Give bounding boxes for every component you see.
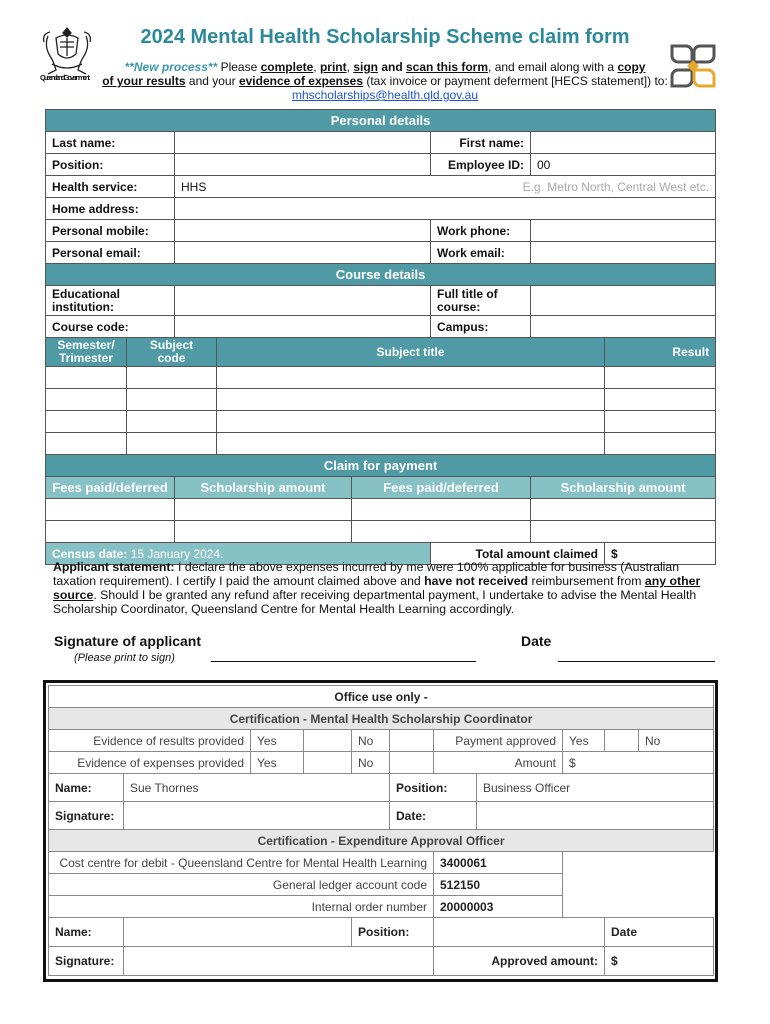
col-subject-code-1: Subject xyxy=(149,338,194,352)
evidence-expenses-label: Evidence of expenses provided xyxy=(49,752,251,774)
health-service-hint: E.g. Metro North, Central West etc. xyxy=(352,176,716,198)
personal-email-label: Personal email: xyxy=(46,242,175,264)
io-blank xyxy=(563,896,714,918)
home-address-label: Home address: xyxy=(46,198,175,220)
office-name-value[interactable]: Sue Thornes xyxy=(124,774,390,802)
intro-copy: copy xyxy=(617,60,646,74)
position-label: Position: xyxy=(46,154,175,176)
intro-scan: scan this form xyxy=(406,60,489,74)
subject-code-cell[interactable] xyxy=(127,367,217,389)
work-phone-label: Work phone: xyxy=(431,220,531,242)
logo-wordmark: Queensland Government xyxy=(40,73,90,82)
payment-yes-label: Yes xyxy=(563,730,605,752)
results-no-label: No xyxy=(352,730,390,752)
office-position-value[interactable]: Business Officer xyxy=(477,774,714,802)
signature-sub-label: (Please print to sign) xyxy=(74,652,175,664)
office-use-title: Office use only - xyxy=(49,686,714,708)
statement-text-2: reimbursement from xyxy=(528,574,645,588)
institution-field[interactable] xyxy=(175,286,431,316)
new-process-label: **New process** xyxy=(124,60,218,74)
io-label: Internal order number xyxy=(49,896,434,918)
petals-icon xyxy=(668,42,718,90)
statement-bold-1: have not received xyxy=(424,574,529,588)
payment-no-label: No xyxy=(639,730,714,752)
census-label: Census date: xyxy=(52,546,128,561)
employee-id-label: Employee ID: xyxy=(431,154,531,176)
intro-copy-results: of your results xyxy=(102,74,186,88)
applicant-statement xyxy=(53,560,723,616)
work-email-field[interactable] xyxy=(531,242,716,264)
course-details-header: Course details xyxy=(46,264,716,286)
intro-text-1: Please xyxy=(217,60,261,74)
fees-cell[interactable] xyxy=(46,499,175,521)
col-fees-1: Fees paid/deferred xyxy=(46,477,175,499)
last-name-label: Last name: xyxy=(46,132,175,154)
result-cell[interactable] xyxy=(605,367,716,389)
col-result: Result xyxy=(605,338,716,367)
intro-print: print xyxy=(319,60,347,74)
name2-label: Name: xyxy=(49,918,124,947)
full-title-label-1: Full title of xyxy=(437,286,498,301)
main-form-table xyxy=(45,109,716,565)
expenses-no-label: No xyxy=(352,752,390,774)
personal-details-header: Personal details xyxy=(46,110,716,132)
results-yes-box[interactable] xyxy=(304,730,352,752)
expenses-yes-label: Yes xyxy=(251,752,304,774)
full-title-label-2: course: xyxy=(437,299,481,314)
campus-label: Campus: xyxy=(431,316,531,338)
gl-value[interactable]: 512150 xyxy=(434,874,563,896)
intro-text-2: , and email along with a xyxy=(488,60,618,74)
form-title: 2024 Mental Health Scholarship Scheme claim form xyxy=(140,26,630,48)
col-fees-2: Fees paid/deferred xyxy=(352,477,531,499)
subject-title-cell[interactable] xyxy=(217,389,605,411)
full-title-field[interactable] xyxy=(531,286,716,316)
date-line[interactable] xyxy=(558,661,715,662)
signature2-label: Signature: xyxy=(49,947,124,976)
signature2-field[interactable] xyxy=(124,947,434,976)
total-amount-label: Total amount claimed xyxy=(431,543,605,565)
col-subject-code xyxy=(127,338,217,367)
approved-amount-field[interactable]: $ xyxy=(605,947,714,976)
intro-sign: sign xyxy=(353,60,378,74)
full-title-label xyxy=(431,286,531,316)
position2-label: Position: xyxy=(352,918,434,947)
intro-comma-1: , xyxy=(313,60,320,74)
course-code-field[interactable] xyxy=(175,316,431,338)
expenses-no-box[interactable] xyxy=(390,752,434,774)
health-service-field[interactable]: HHS xyxy=(175,176,352,198)
work-email-label: Work email: xyxy=(431,242,531,264)
census-value: 15 January 2024. xyxy=(127,546,224,561)
claim-for-payment-header: Claim for payment xyxy=(46,455,716,477)
result-cell[interactable] xyxy=(605,389,716,411)
amount-cell[interactable] xyxy=(531,521,716,543)
mental-health-logo xyxy=(668,42,718,90)
cost-centre-value[interactable]: 3400061 xyxy=(434,852,563,874)
office-position-label: Position: xyxy=(390,774,477,802)
statement-text-1: I declare the above expenses incurred by me were 100% applicable for business (Australian taxation requirement). I certify I paid the amount claimed above and xyxy=(53,560,680,588)
amount-cell[interactable] xyxy=(531,499,716,521)
personal-mobile-label: Personal mobile: xyxy=(46,220,175,242)
result-cell[interactable] xyxy=(605,411,716,433)
cert2-title: Certification - Expenditure Approval Officer xyxy=(49,830,714,852)
results-no-box[interactable] xyxy=(390,730,434,752)
fees-cell[interactable] xyxy=(46,521,175,543)
course-code-label: Course code: xyxy=(46,316,175,338)
payment-yes-box[interactable] xyxy=(605,730,639,752)
employee-id-field[interactable]: 00 xyxy=(531,154,716,176)
amount-cell[interactable] xyxy=(175,499,352,521)
col-amount-2: Scholarship amount xyxy=(531,477,716,499)
intro-text-3: and your xyxy=(185,74,239,88)
total-amount-field[interactable]: $ xyxy=(605,543,716,565)
office-date-label: Date: xyxy=(390,802,477,830)
amount-label: Amount xyxy=(434,752,563,774)
semester-cell[interactable] xyxy=(46,433,127,455)
cost-centre-blank xyxy=(563,852,714,874)
fees-cell[interactable] xyxy=(352,499,531,521)
fees-cell[interactable] xyxy=(352,521,531,543)
office-table xyxy=(48,685,714,976)
col-amount-1: Scholarship amount xyxy=(175,477,352,499)
institution-label-1: Educational xyxy=(52,286,121,301)
office-use-box xyxy=(43,680,718,982)
personal-mobile-field[interactable] xyxy=(175,220,431,242)
position2-field[interactable] xyxy=(434,918,605,947)
intro-text-4: (tax invoice or payment deferment [HECS statement]) to: xyxy=(363,74,668,88)
semester-cell[interactable] xyxy=(46,411,127,433)
intro-evidence: evidence of expenses xyxy=(238,74,363,88)
col-subject-title: Subject title xyxy=(217,338,605,367)
gl-label: General ledger account code xyxy=(49,874,434,896)
subject-title-cell[interactable] xyxy=(217,411,605,433)
subject-title-cell[interactable] xyxy=(217,367,605,389)
health-service-label: Health service: xyxy=(46,176,175,198)
cert1-title: Certification - Mental Health Scholarship Coordinator xyxy=(49,708,714,730)
date2-label: Date xyxy=(605,918,714,947)
gl-blank xyxy=(563,874,714,896)
office-signature-label: Signature: xyxy=(49,802,124,830)
intro-complete: complete xyxy=(260,60,314,74)
col-semester xyxy=(46,338,127,367)
intro-comma-2: , xyxy=(346,60,354,74)
statement-text-3: . Should I be granted any refund after receiving departmental payment, I undertake to advise the Mental Health Scholarship Coordinator, Queensland Centre for Mental Health Learning accordingly. xyxy=(53,588,697,616)
col-semester-1: Semester/ xyxy=(57,338,115,352)
first-name-field[interactable] xyxy=(531,132,716,154)
last-name-field[interactable] xyxy=(175,132,431,154)
evidence-results-label: Evidence of results provided xyxy=(49,730,251,752)
signature-line[interactable] xyxy=(211,661,476,662)
email-link[interactable]: mhscholarships@health.qld.gov.au xyxy=(291,88,479,102)
institution-label xyxy=(46,286,175,316)
statement-bold-2: any other source xyxy=(53,574,701,602)
work-phone-field[interactable] xyxy=(531,220,716,242)
col-subject-code-2: code xyxy=(157,351,186,365)
semester-cell[interactable] xyxy=(46,367,127,389)
results-yes-label: Yes xyxy=(251,730,304,752)
office-signature-field[interactable] xyxy=(124,802,390,830)
signature-label: Signature of applicant xyxy=(54,633,202,649)
col-semester-2: Trimester xyxy=(58,351,114,365)
result-cell[interactable] xyxy=(605,433,716,455)
name2-field[interactable] xyxy=(124,918,352,947)
personal-email-field[interactable] xyxy=(175,242,431,264)
institution-label-2: institution: xyxy=(52,299,114,314)
subject-code-cell[interactable] xyxy=(127,433,217,455)
office-date-field[interactable] xyxy=(477,802,714,830)
subject-code-cell[interactable] xyxy=(127,411,217,433)
expenses-yes-box[interactable] xyxy=(304,752,352,774)
first-name-label: First name: xyxy=(431,132,531,154)
payment-approved-label: Payment approved xyxy=(434,730,563,752)
approved-amount-label: Approved amount: xyxy=(434,947,605,976)
subject-title-cell[interactable] xyxy=(217,433,605,455)
semester-cell[interactable] xyxy=(46,389,127,411)
position-field[interactable] xyxy=(175,154,431,176)
intro-and: and xyxy=(377,60,406,74)
subject-code-cell[interactable] xyxy=(127,389,217,411)
amount-cell[interactable] xyxy=(175,521,352,543)
intro-text xyxy=(100,60,670,102)
home-address-field[interactable] xyxy=(175,198,716,220)
campus-field[interactable] xyxy=(531,316,716,338)
io-value[interactable]: 20000003 xyxy=(434,896,563,918)
cost-centre-label: Cost centre for debit - Queensland Centre for Mental Health Learning xyxy=(49,852,434,874)
date-label: Date xyxy=(521,633,552,649)
statement-heading: Applicant statement: xyxy=(53,560,175,574)
office-name-label: Name: xyxy=(49,774,124,802)
amount-field[interactable]: $ xyxy=(563,752,714,774)
